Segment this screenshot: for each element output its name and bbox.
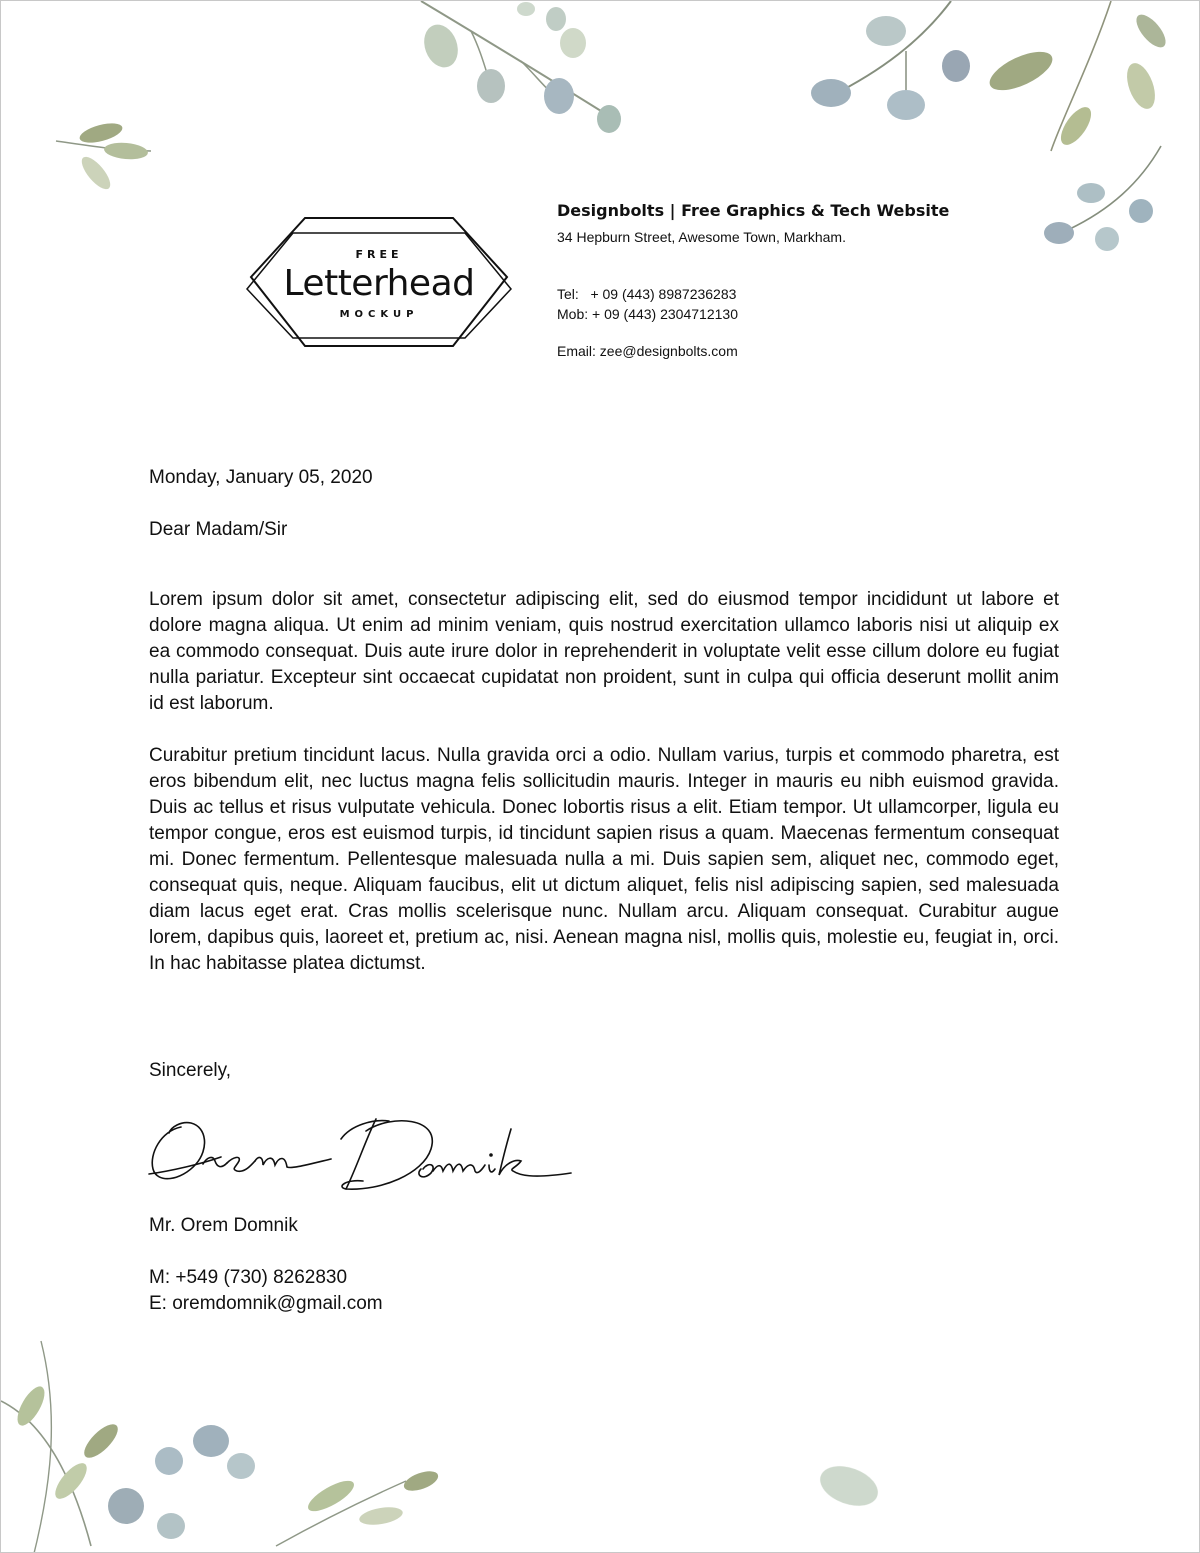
logo-top-text: FREE [355,248,403,261]
letter-closing: Sincerely, [149,1060,232,1081]
letterhead-logo [245,215,513,349]
letter-date: Monday, January 05, 2020 [149,467,373,488]
handwritten-signature [141,1109,591,1204]
company-info [557,201,1117,359]
letter-paragraph-1: Lorem ipsum dolor sit amet, consectetur adipiscing elit, sed do eiusmod tempor incididunt ut labore et dolore magna aliqua. Ut enim ad minim veniam, quis nostrud exercitation ullamco laboris nisi ut aliquip ex ea commodo consequat. Duis aute irure dolor in reprehenderit in voluptate velit esse cillum dolore eu fugiat nulla pariatur. Excepteur sint occaecat cupidatat non proident, sunt in culpa qui officia deserunt mollit anim id est laborum. [149,589,1059,714]
company-email: Email: zee@designbolts.com [557,343,738,359]
company-phones [557,284,1117,324]
company-name: Designbolts | Free Graphics & Tech Website [557,201,950,220]
letter-greeting: Dear Madam/Sir [149,519,288,540]
company-tel: Tel: + 09 (443) 8987236283 [557,286,737,302]
company-mob: Mob: + 09 (443) 2304712130 [557,306,738,322]
signer-name: Mr. Orem Domnik [149,1215,298,1236]
letter-paragraph-2: Curabitur pretium tincidunt lacus. Nulla gravida orci a odio. Nullam varius, turpis et commodo pharetra, est eros bibendum elit, nec luctus magna felis sollicitudin mauris. Integer in mauris eu nibh euismod gravida. Duis ac tellus et risus vulputate vehicula. Donec lobortis risus a elit. Etiam tempor. Ut ullamcorper, ligula eu tempor congue, eros est euismod turpis, id tincidunt sapien risus a quam. Maecenas fermentum consequat mi. Donec fermentum. Pellentesque malesuada nulla a mi. Duis sapien sem, aliquet nec, commodo eget, consequat quis, neque. Aliquam faucibus, elit ut dictum aliquet, felis nisl adipiscing sapien, sed malesuada diam lacus eget erat. Cras mollis scelerisque nunc. Nullam arcu. Aliquam consequat. Curabitur augue lorem, dapibus quis, laoreet et, pretium ac, nisi. Aenean magna nisl, mollis quis, molestie eu, feugiat in, orci. In hac habitasse platea dictumst. [149,745,1059,974]
company-address: 34 Hepburn Street, Awesome Town, Markham. [557,229,846,245]
logo-bottom-text: MOCKUP [339,309,419,320]
signer-phone: M: +549 (730) 8262830 [149,1267,348,1288]
signer-email: E: oremdomnik@gmail.com [149,1293,383,1314]
logo-main-text: Letterhead [283,263,475,304]
